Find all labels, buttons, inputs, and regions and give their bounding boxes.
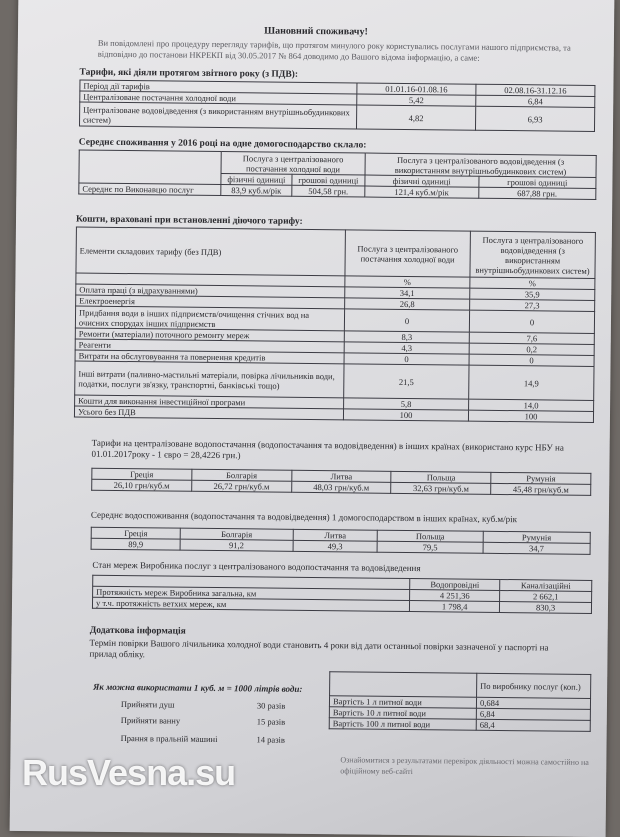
foreign-tariffs-country: Греція <box>92 468 192 480</box>
costs-row <box>75 361 594 400</box>
costs-value: 14,9 <box>469 365 594 400</box>
network-col-sewer: Каналізаційні <box>500 579 592 591</box>
costs-unit: % <box>345 276 470 288</box>
foreign-consumption-value: 89,9 <box>91 538 180 550</box>
tariffs-period-1: 01.01.16-01.08.16 <box>357 83 476 95</box>
intro-text: Ви повідомлені про процедуру перегляду тарифів, що протягом минулого року користувались послугами нашого підприємства, та відповідно до постанови НКРЕКП від 30.05.2017 № 864 доводимо до Вашого відома інформацію, а саме: <box>97 37 571 63</box>
tariffs-value: 5,42 <box>357 94 476 106</box>
consumption-col-physical: фізичні одиниці <box>365 175 479 187</box>
document-title: Шановний споживачу! <box>264 25 368 38</box>
consumption-col-money: грошові одиниці <box>479 176 596 188</box>
foreign-consumption-value: 49,3 <box>293 540 378 552</box>
document-sheet <box>10 0 615 837</box>
costs-value: 7,6 <box>469 332 594 344</box>
foreign-consumption-country: Румунія <box>483 531 590 543</box>
consumption-row-label: Середнє по Виконавцю послуг <box>79 183 221 195</box>
foreign-consumption-value: 34,7 <box>483 542 590 554</box>
foreign-consumption-country: Болгарія <box>180 528 292 540</box>
network-value: 4 251,36 <box>410 590 500 602</box>
foreign-tariffs-value: 32,63 грн/куб.м <box>391 482 491 494</box>
costs-header-sewer: Послуга з централізованого водовідведення (з використанням внутрішньобудинкових систем) <box>470 231 595 278</box>
network-heading: Стан мереж Виробника послуг з централізованого водопостачання та водовідведення <box>92 559 421 574</box>
consumption-value: 121,4 куб.м/рік <box>365 186 479 198</box>
consumption-col-physical: фізичні одиниці <box>221 174 292 186</box>
network-value: 2 662,1 <box>500 590 592 602</box>
costs-row-label: Оплата праці (з відрахуваннями) <box>76 284 345 298</box>
additional-heading: Додаткова інформація <box>89 625 186 637</box>
tariffs-period-label: Період дії тарифів <box>80 80 357 94</box>
tariffs-row-label: Централізоване постачання холодної води <box>80 91 357 105</box>
costs-value: 0 <box>344 353 469 365</box>
costs-value: 100 <box>343 409 468 421</box>
price-value: 0,684 <box>476 697 590 709</box>
price-row-label: Вартість 1 л питної води <box>329 696 476 709</box>
consumption-group-cold: Послуга з централізованого постачання холодної води <box>221 152 365 176</box>
consumption-value: 687,88 грн. <box>478 187 595 199</box>
costs-value: 0,2 <box>469 343 594 355</box>
costs-unit: % <box>470 277 595 289</box>
watermark-logo: RusVesna.su <box>22 752 236 793</box>
foreign-consumption-country: Литва <box>293 529 378 541</box>
foreign-tariffs-value: 45,48 грн/куб.м <box>491 483 591 495</box>
costs-row-label: Кошти для виконання інвестиційної програми <box>75 395 344 409</box>
price-row-label: Вартість 10 л питної води <box>329 707 476 720</box>
costs-value: 0 <box>469 310 594 333</box>
network-col-water: Водопровідні <box>410 579 500 591</box>
costs-row-label: Електроенергія <box>76 295 345 309</box>
costs-value: 35,9 <box>470 288 595 300</box>
foreign-tariffs-country: Польща <box>391 471 491 483</box>
consumption-heading: Середнє споживання у 2016 році на одне домогосподарство склало: <box>78 137 367 151</box>
usage-item-value: 14 разів <box>256 734 286 745</box>
costs-value: 0 <box>469 354 594 366</box>
foreign-consumption-value: 91,2 <box>180 539 292 551</box>
price-row-label: Вартість 100 л питної води <box>329 718 476 731</box>
foreign-consumption-value: 79,5 <box>377 541 483 553</box>
foreign-consumption-country: Польща <box>377 530 483 542</box>
usage-item-label: Прийняти ванну <box>120 715 181 726</box>
usage-item-label: Прання в пральній машині <box>120 733 218 745</box>
foreign-tariffs-value: 26,72 грн/куб.м <box>191 480 291 492</box>
network-row-label: Протяжність мереж Виробника загальна, км <box>93 586 410 600</box>
tariffs-value: 6,84 <box>476 95 595 107</box>
costs-heading: Кошти, враховані при встановленні діючого тарифу: <box>75 214 303 227</box>
costs-value: 14,0 <box>469 399 594 411</box>
costs-row-label: Витрати на обслуговування та повернення кредитів <box>75 350 344 364</box>
consumption-value: 83,9 куб.м/рік <box>221 185 292 197</box>
tariffs-value: 4,82 <box>356 105 475 130</box>
foreign-consumption-country: Греція <box>91 527 180 539</box>
foreign-tariffs-value: 48,03 грн/куб.м <box>291 481 391 493</box>
usage-item-value: 15 разів <box>256 716 286 727</box>
usage-item-value: 30 разів <box>256 700 286 711</box>
tariffs-period-2: 02.08.16-31.12.16 <box>476 84 595 96</box>
costs-value: 27,3 <box>470 299 595 311</box>
foreign-tariffs-table <box>91 468 591 496</box>
tariffs-value: 6,93 <box>475 106 594 131</box>
consumption-table <box>78 150 596 200</box>
price-value: 6,84 <box>476 708 590 720</box>
foreign-tariffs-value: 26,10 грн/куб.м <box>92 479 192 491</box>
foreign-tariffs-country: Литва <box>291 470 391 482</box>
usage-item-label: Прийняти душ <box>120 699 175 710</box>
costs-value: 34,1 <box>345 287 470 299</box>
costs-value: 100 <box>468 410 593 422</box>
costs-header-cold: Послуга з централізованого постачання холодної води <box>345 230 470 277</box>
footnote-text: Ознайомитися з результатами перевірок діяльності можна самостійно на офіційному веб-сайті <box>340 755 589 777</box>
foreign-tariffs-caption: Тарифи на централізоване водопостачання (водопостачання та водовідведення) в інших країнах (використано курс НБУ на 01.01.2017року - 1 євро = 28,4226 грн.) <box>91 437 564 461</box>
costs-row-label: Придбання води в інших підприємств/очищення стічних вод на очисних спорудах інших підприємств <box>75 306 344 331</box>
costs-table <box>74 227 596 423</box>
costs-value: 4,3 <box>344 342 469 354</box>
price-header: По виробнику послуг (коп.) <box>477 673 591 698</box>
foreign-tariffs-country: Болгарія <box>192 469 292 481</box>
costs-value: 0 <box>344 309 469 332</box>
usage-heading: Як можна використати 1 куб. м = 1000 літрів води: <box>93 681 303 694</box>
costs-value: 8,3 <box>344 331 469 343</box>
costs-row-label: Реагенти <box>75 339 344 353</box>
network-value: 1 798,4 <box>409 601 499 613</box>
tariffs-row-label: Централізоване водовідведення (з використанням внутрішньобудинкових систем) <box>80 102 357 129</box>
costs-row-label: Інші витрати (паливно-мастильні матеріали, повірка лічильників води, податки, послуги зв'язку, транспортні, банківські тощо) <box>75 361 344 398</box>
costs-row-label: Ремонти (матеріали) поточного ремонту мереж <box>75 328 344 342</box>
consumption-col-money: грошові одиниці <box>292 174 365 186</box>
costs-row-label: Усього без ПДВ <box>74 406 343 420</box>
tariffs-heading: Тарифи, які діяли протягом звітного року (з ПДВ): <box>79 67 299 80</box>
tariffs-table <box>79 80 595 132</box>
network-table <box>92 575 592 614</box>
foreign-consumption-caption: Середнє водоспоживання (водопостачання та водовідведення) 1 домогосподарством в інших країнах, куб.м/рік <box>90 509 518 525</box>
costs-header-elements: Елементи складових тарифу (без ПДВ) <box>76 227 345 276</box>
consumption-group-sewer: Послуга з централізованого водовідведення (з використанням внутрішньобудинкових систем) <box>365 153 596 177</box>
costs-value: 5,8 <box>344 398 469 410</box>
network-value: 830,3 <box>500 601 592 613</box>
costs-value: 26,8 <box>345 298 470 310</box>
foreign-tariffs-country: Румунія <box>491 472 591 484</box>
foreign-consumption-table <box>91 527 591 555</box>
consumption-value: 504,58 грн. <box>292 185 365 197</box>
price-table <box>329 671 592 732</box>
meter-verification-text: Термін повірки Вашого лічильника холодної води становить 4 роки від дати останньої повірки зазначеної у паспорті на прилад обліку. <box>89 637 549 660</box>
price-value: 68,4 <box>476 719 590 731</box>
costs-value: 21,5 <box>344 364 469 399</box>
network-row-label: у т.ч. протяжність ветхих мереж, км <box>92 597 409 611</box>
